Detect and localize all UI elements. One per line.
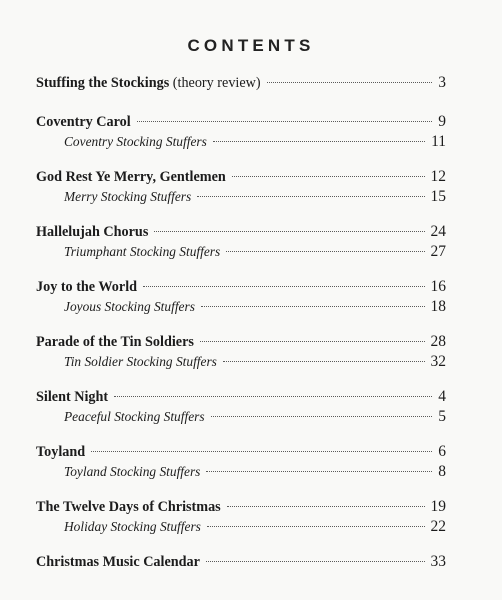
toc-line[interactable] <box>36 332 446 352</box>
page-number: 3 <box>438 74 446 91</box>
toc-entry <box>36 332 446 372</box>
dot-leader <box>206 561 425 562</box>
page-number: 27 <box>430 243 446 260</box>
subentry-title: Coventry Stocking Stuffers <box>64 134 207 149</box>
subentry-title: Holiday Stocking Stuffers <box>64 519 201 534</box>
toc-entry <box>36 442 446 482</box>
dot-leader <box>154 231 424 232</box>
dot-leader <box>206 471 432 472</box>
page-number: 19 <box>430 498 446 515</box>
entry-title: Stuffing the Stockings <box>36 75 170 91</box>
dot-leader <box>207 526 425 527</box>
page-number: 11 <box>431 133 446 150</box>
toc-subline[interactable] <box>36 132 446 152</box>
entry-note: (theory review) <box>169 75 261 91</box>
toc-subline[interactable] <box>36 187 446 207</box>
entry-title: Joy to the World <box>36 279 138 295</box>
dot-leader <box>223 361 425 362</box>
dot-leader <box>91 451 432 452</box>
toc-entry <box>36 112 446 152</box>
toc-subline[interactable] <box>36 352 446 372</box>
dot-leader <box>213 141 425 142</box>
page-number: 16 <box>430 278 446 295</box>
toc-subline[interactable] <box>36 517 446 537</box>
dot-leader <box>211 416 433 417</box>
toc-entry <box>36 167 446 207</box>
entry-title: Hallelujah Chorus <box>36 224 149 240</box>
page-number: 24 <box>430 223 446 240</box>
subentry-title: Peaceful Stocking Stuffers <box>64 409 205 424</box>
dot-leader <box>232 176 425 177</box>
entry-title: Coventry Carol <box>36 114 131 130</box>
subentry-title: Joyous Stocking Stuffers <box>64 299 195 314</box>
toc-entry <box>36 387 446 427</box>
toc-line[interactable] <box>36 552 446 572</box>
page-number: 8 <box>438 463 446 480</box>
page-number: 9 <box>438 113 446 130</box>
toc-entry <box>36 277 446 317</box>
page-number: 12 <box>430 168 446 185</box>
subentry-title: Tin Soldier Stocking Stuffers <box>64 354 217 369</box>
dot-leader <box>227 506 425 507</box>
toc-entry <box>36 222 446 262</box>
page-number: 4 <box>438 388 446 405</box>
table-of-contents <box>36 73 446 591</box>
page-number: 28 <box>430 333 446 350</box>
page-number: 22 <box>430 518 446 535</box>
dot-leader <box>143 286 424 287</box>
entry-title: Christmas Music Calendar <box>36 554 200 570</box>
entry-title: Silent Night <box>36 389 109 405</box>
page-number: 33 <box>430 553 446 570</box>
entry-title: God Rest Ye Merry, Gentlemen <box>36 169 226 185</box>
dot-leader <box>197 196 424 197</box>
toc-subline[interactable] <box>36 462 446 482</box>
toc-line[interactable] <box>36 497 446 517</box>
page-number: 32 <box>430 353 446 370</box>
dot-leader <box>137 121 433 122</box>
entry-title: Parade of the Tin Soldiers <box>36 334 194 350</box>
dot-leader <box>200 341 425 342</box>
subentry-title: Triumphant Stocking Stuffers <box>64 244 221 259</box>
toc-subline[interactable] <box>36 297 446 317</box>
page-number: 5 <box>438 408 446 425</box>
entry-title: The Twelve Days of Christmas <box>36 499 221 515</box>
toc-line[interactable] <box>36 387 446 407</box>
dot-leader <box>267 82 433 83</box>
page-number: 6 <box>438 443 446 460</box>
dot-leader <box>226 251 424 252</box>
toc-line[interactable] <box>36 112 446 132</box>
toc-line[interactable] <box>36 73 446 93</box>
toc-line[interactable] <box>36 167 446 187</box>
toc-line[interactable] <box>36 442 446 462</box>
toc-entry <box>36 73 446 93</box>
dot-leader <box>114 396 432 397</box>
toc-line[interactable] <box>36 222 446 242</box>
page-number: 15 <box>430 188 446 205</box>
toc-entry <box>36 497 446 537</box>
contents-heading: CONTENTS <box>187 36 315 55</box>
toc-subline[interactable] <box>36 242 446 262</box>
page-number: 18 <box>430 298 446 315</box>
toc-line[interactable] <box>36 277 446 297</box>
dot-leader <box>201 306 425 307</box>
subentry-title: Toyland Stocking Stuffers <box>64 464 201 479</box>
toc-subline[interactable] <box>36 407 446 427</box>
toc-entry <box>36 552 446 572</box>
subentry-title: Merry Stocking Stuffers <box>64 189 192 204</box>
entry-title: Toyland <box>36 444 86 460</box>
